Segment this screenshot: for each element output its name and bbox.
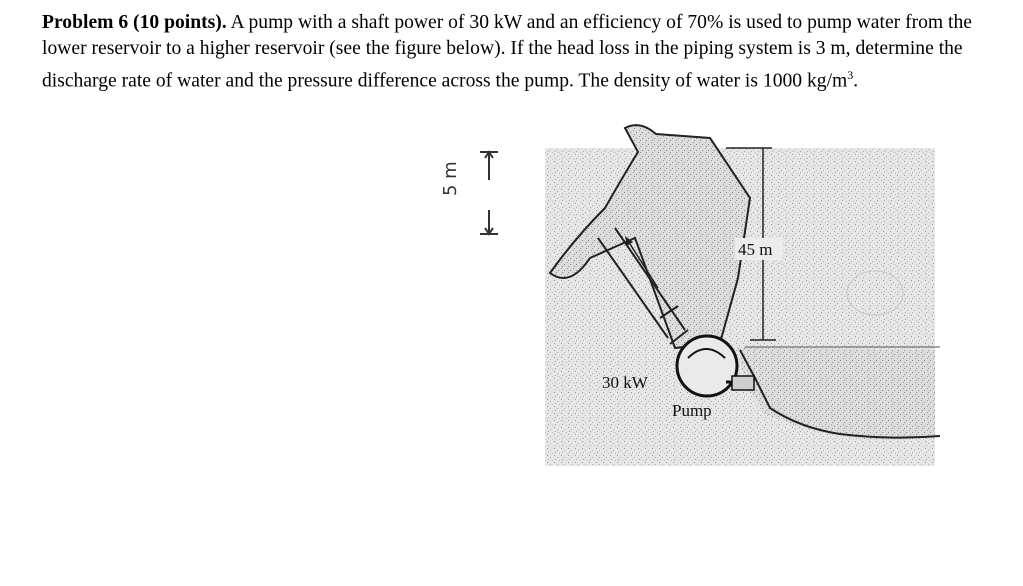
problem-heading: Problem 6 (10 points). — [42, 12, 227, 33]
pump-label: Pump — [672, 401, 712, 420]
unit-superscript: 3 — [847, 68, 854, 82]
reservoir-diagram — [420, 118, 950, 470]
problem-end: . — [853, 70, 859, 92]
height-label: 45 m — [738, 240, 773, 259]
power-label: 30 kW — [602, 373, 648, 392]
problem-statement — [42, 10, 1002, 95]
reservoir-figure — [420, 118, 950, 470]
problem-body: A pump with a shaft power of 30 kW and an efficiency of 70% is used to pump water from the lower reservoir to a higher reservoir (see the figure below). If the head loss in the piping system is 3 m, determine the discharge rate of water and the pressure difference across the pump. The density of water is 1000 kg/m — [42, 12, 972, 92]
handwritten-dimension — [480, 152, 498, 234]
handwritten-label: 5 m — [440, 161, 461, 196]
